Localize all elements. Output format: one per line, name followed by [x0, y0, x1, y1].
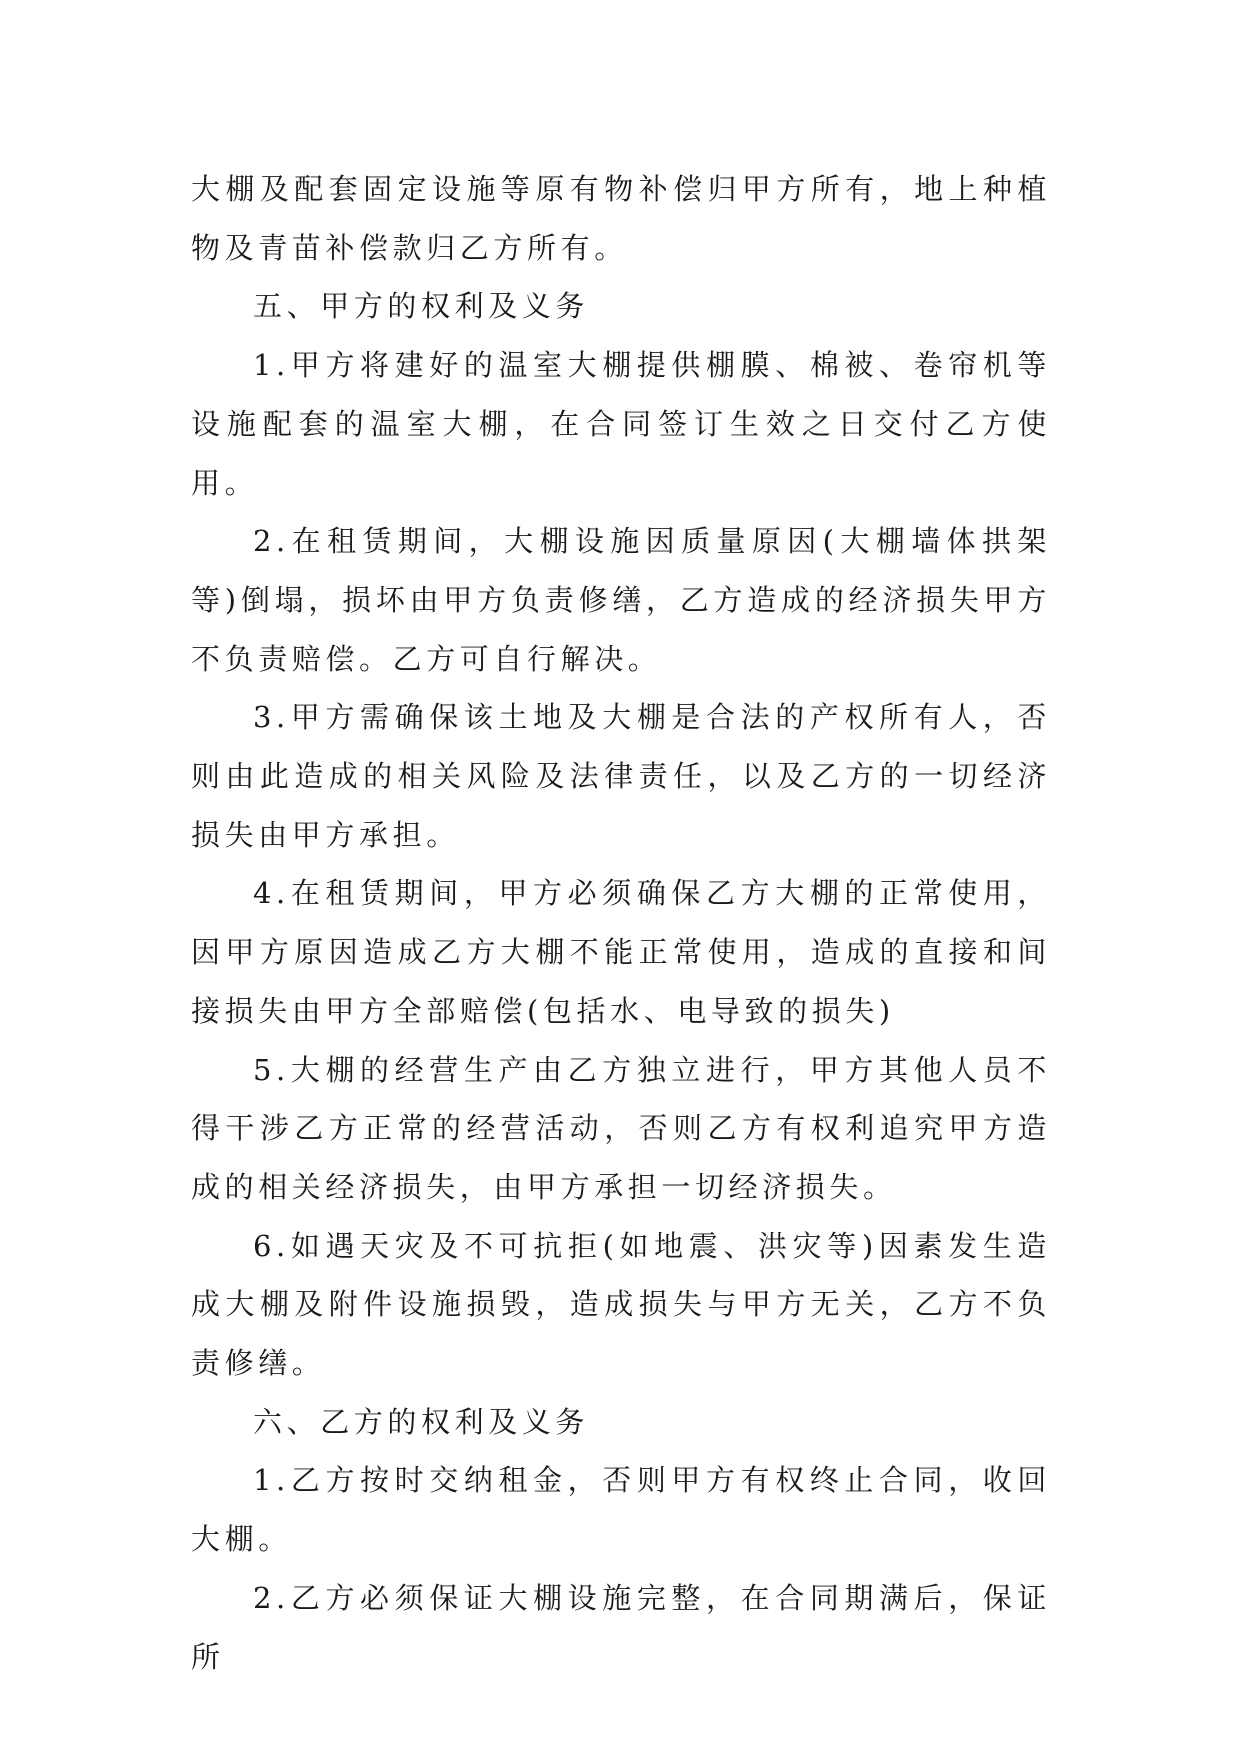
document-body [191, 160, 1051, 1686]
clause-party-a-6: 6.如遇天灾及不可抗拒(如地震、洪灾等)因素发生造成大棚及附件设施损毁，造成损失与甲方无关，乙方不负责修缮。 [191, 1228, 1051, 1381]
clause-party-b-2: 2.乙方必须保证大棚设施完整，在合同期满后，保证所 [191, 1580, 1051, 1674]
section-heading-party-b-rights: 六、乙方的权利及义务 [253, 1404, 590, 1439]
clause-party-a-4: 4.在租赁期间，甲方必须确保乙方大棚的正常使用，因甲方原因造成乙方大棚不能正常使用，造成的直接和间接损失由甲方全部赔偿(包括水、电导致的损失) [191, 876, 1051, 1028]
section-heading-party-a-rights: 五、甲方的权利及义务 [253, 289, 590, 324]
clause-party-a-1: 1.甲方将建好的温室大棚提供棚膜、棉被、卷帘机等设施配套的温室大棚，在合同签订生效之日交付乙方使用。 [191, 348, 1051, 500]
clause-party-b-1: 1.乙方按时交纳租金，否则甲方有权终止合同，收回大棚。 [191, 1463, 1051, 1557]
clause-party-a-3: 3.甲方需确保该土地及大棚是合法的产权所有人，否则由此造成的相关风险及法律责任，以及乙方的一切经济损失由甲方承担。 [191, 700, 1051, 852]
paragraph-compensation-continued: 大棚及配套固定设施等原有物补偿归甲方所有，地上种植物及青苗补偿款归乙方所有。 [191, 172, 1051, 265]
clause-party-a-2: 2.在租赁期间，大棚设施因质量原因(大棚墙体拱架等)倒塌，损坏由甲方负责修缮，乙方造成的经济损失甲方不负责赔偿。乙方可自行解决。 [191, 524, 1051, 676]
clause-party-a-5: 5.大棚的经营生产由乙方独立进行，甲方其他人员不得干涉乙方正常的经营活动，否则乙方有权利追究甲方造成的相关经济损失，由甲方承担一切经济损失。 [191, 1052, 1051, 1204]
